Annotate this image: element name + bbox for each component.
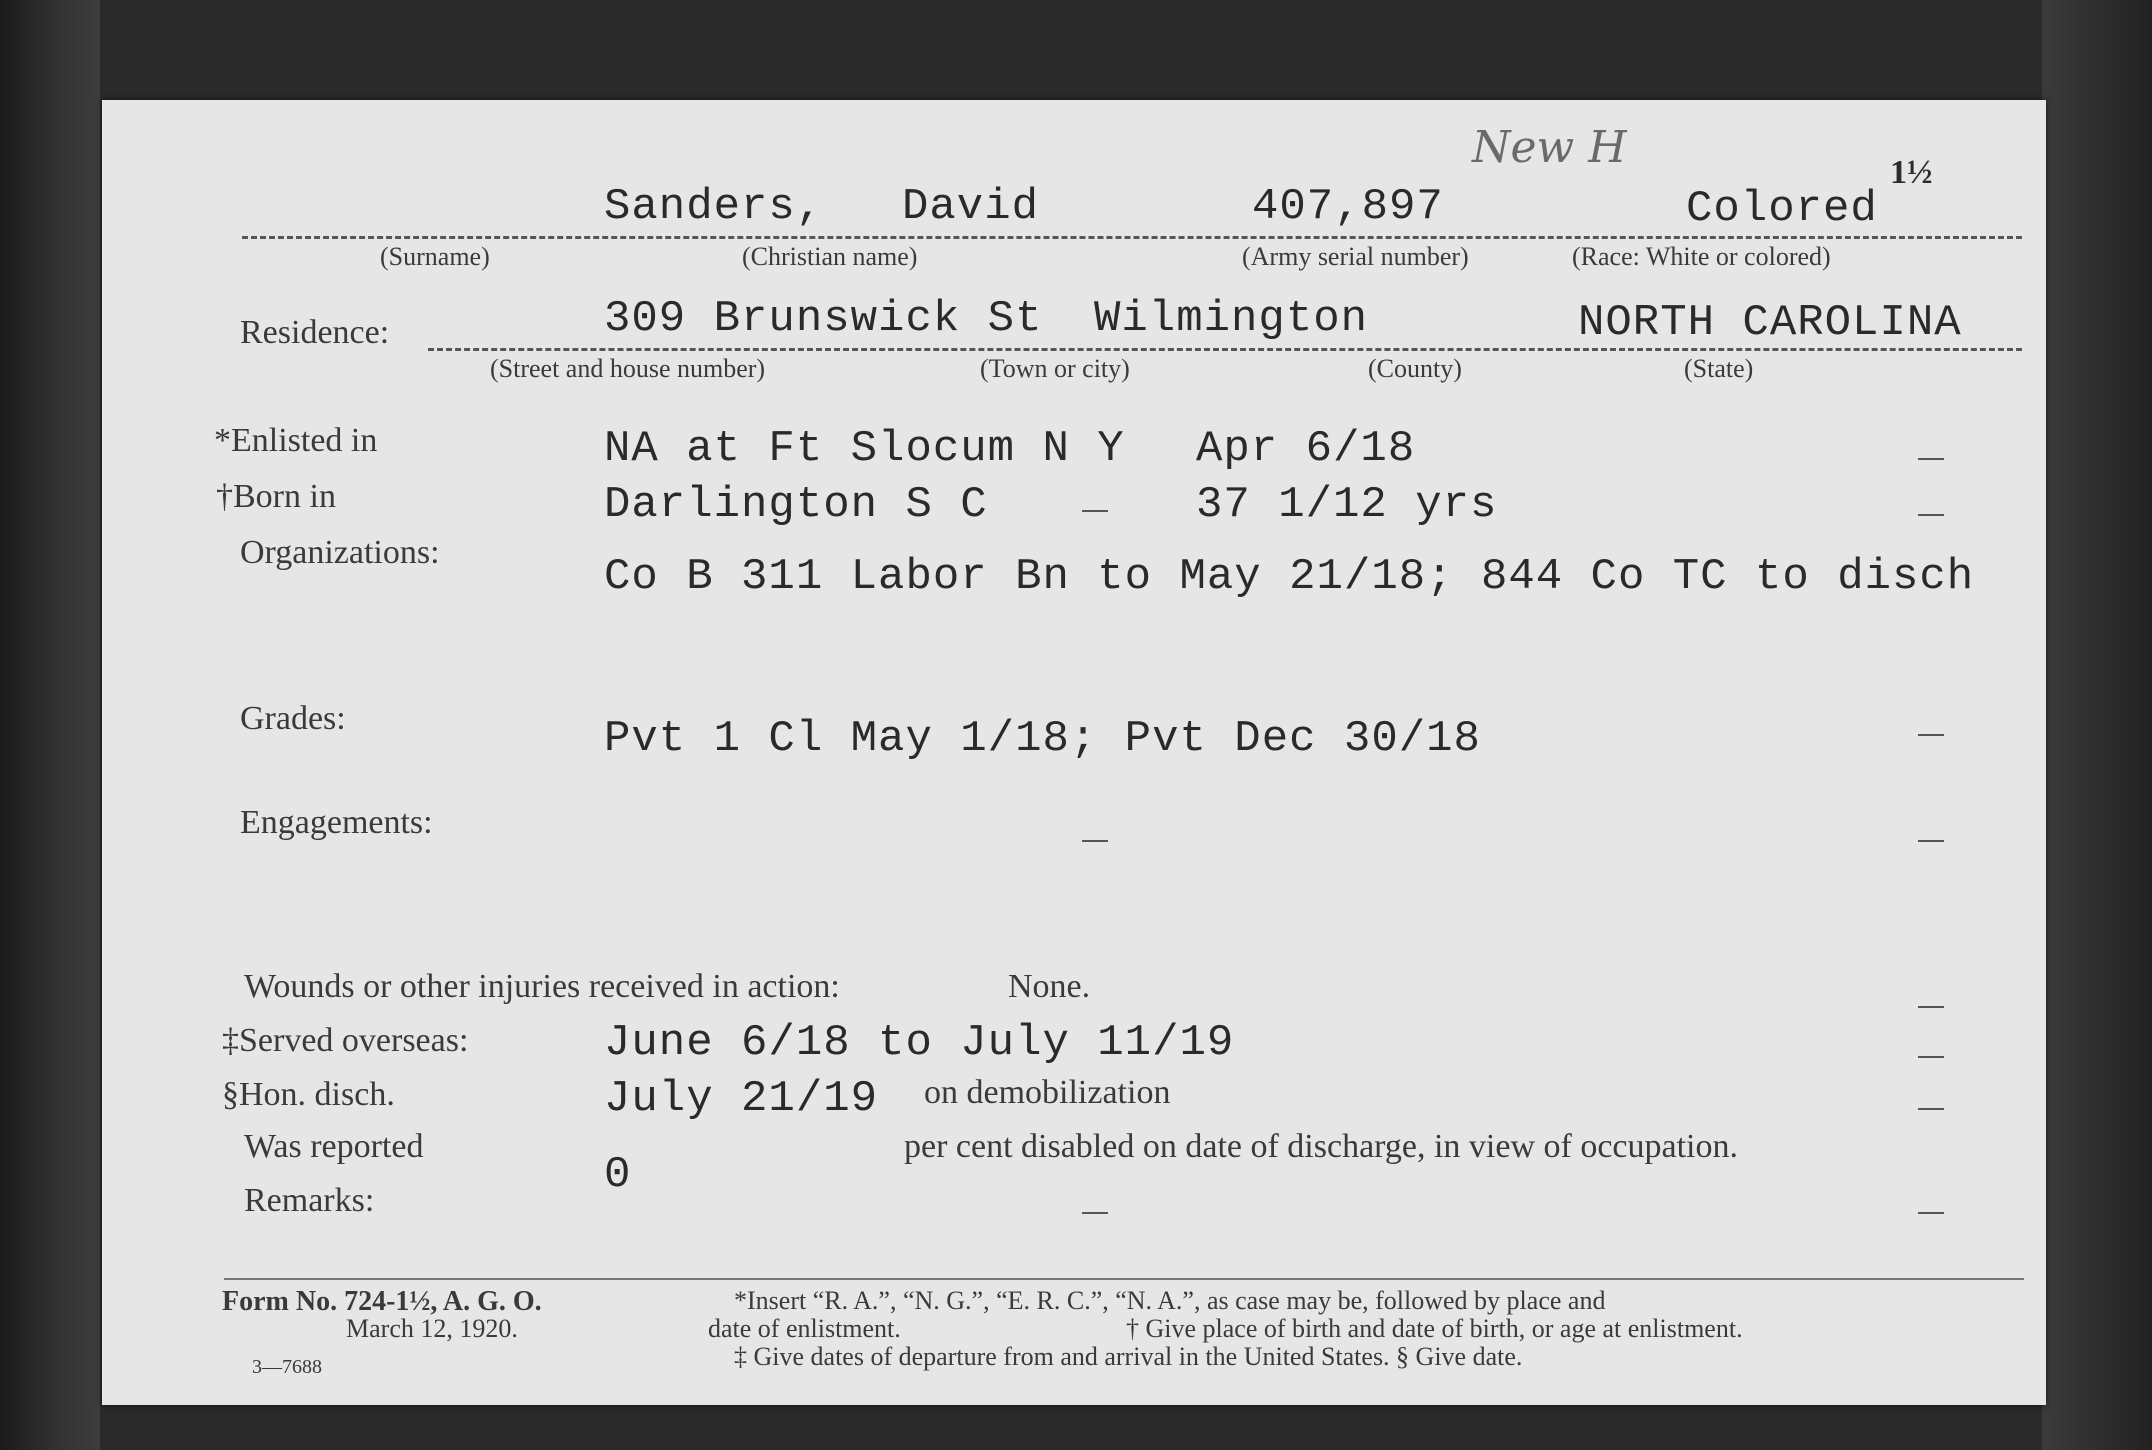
discharge-date: July 21/19 [604,1074,879,1124]
wounds-value: None. [1008,968,1091,1005]
surname-caption: (Surname) [380,242,490,271]
enlisted-label: *Enlisted in [214,422,378,459]
residence-town: Wilmington [1094,294,1369,344]
town-caption: (Town or city) [980,354,1130,383]
discharge-dash [1918,1108,1944,1110]
card-fraction: 1½ [1890,154,1933,191]
remarks-mid-dash [1082,1212,1108,1214]
engagements-mid-dash [1082,840,1108,842]
county-caption: (County) [1368,354,1462,383]
born-label: †Born in [216,478,336,515]
remarks-dash [1918,1212,1944,1214]
born-age: 37 1/12 yrs [1196,480,1498,530]
footnote-enlistment: date of enlistment. [708,1314,901,1343]
reported-value: 0 [604,1150,632,1200]
grades-label: Grades: [240,700,346,737]
footnote-insert: *Insert “R. A.”, “N. G.”, “E. R. C.”, “N. A.”, as case may be, followed by place and [734,1286,1606,1315]
organizations-value: Co B 311 Labor Bn to May 21/18; 844 Co TC to disch [604,552,1975,602]
wounds-dash [1918,1006,1944,1008]
discharge-note: on demobilization [924,1074,1171,1111]
residence-state: NORTH CAROLINA [1578,298,1962,348]
form-date: March 12, 1920. [346,1314,518,1343]
overseas-label: ‡Served overseas: [222,1022,469,1059]
footer-rule [224,1278,2024,1280]
residence-street: 309 Brunswick St [604,294,1043,344]
service-record-card [102,100,2046,1405]
engagements-label: Engagements: [240,804,433,841]
handwritten-note: New H [1472,122,1627,173]
enlisted-dash [1918,458,1944,460]
enlisted-date: Apr 6/18 [1196,424,1416,474]
header-dotted-line [242,236,2022,239]
surname-value: Sanders, [604,182,824,232]
born-mid-dash [1082,510,1108,512]
discharge-label: §Hon. disch. [222,1076,395,1113]
engagements-dash [1918,840,1944,842]
grades-dash [1918,734,1944,736]
form-code: 3—7688 [252,1356,322,1378]
race-caption: (Race: White or colored) [1572,242,1831,271]
serial-number-value: 407,897 [1252,182,1444,232]
organizations-label: Organizations: [240,534,440,571]
reported-text: per cent disabled on date of discharge, in view of occupation. [904,1128,1738,1165]
form-number: Form No. 724-1½, A. G. O. [222,1286,542,1317]
grades-value: Pvt 1 Cl May 1/18; Pvt Dec 30/18 [604,714,1481,764]
race-value: Colored [1686,184,1878,234]
footnote-birth: † Give place of birth and date of birth, or age at enlistment. [1126,1314,1743,1343]
christian-name-value: David [902,182,1040,232]
serial-number-caption: (Army serial number) [1242,242,1469,271]
wounds-label: Wounds or other injuries received in action: [244,968,840,1005]
scan-border-right [2042,0,2152,1450]
state-caption: (State) [1684,354,1754,383]
reported-label: Was reported [244,1128,424,1165]
residence-dotted-line [428,348,2022,351]
footnote-overseas: ‡ Give dates of departure from and arrival in the United States. § Give date. [734,1342,1523,1371]
christian-name-caption: (Christian name) [742,242,918,271]
enlisted-place: NA at Ft Slocum N Y [604,424,1125,474]
overseas-value: June 6/18 to July 11/19 [604,1018,1235,1068]
remarks-label: Remarks: [244,1182,375,1219]
scan-border-left [0,0,100,1450]
born-dash [1918,514,1944,516]
overseas-dash [1918,1056,1944,1058]
born-place: Darlington S C [604,480,988,530]
street-caption: (Street and house number) [490,354,766,383]
residence-label: Residence: [240,314,390,351]
